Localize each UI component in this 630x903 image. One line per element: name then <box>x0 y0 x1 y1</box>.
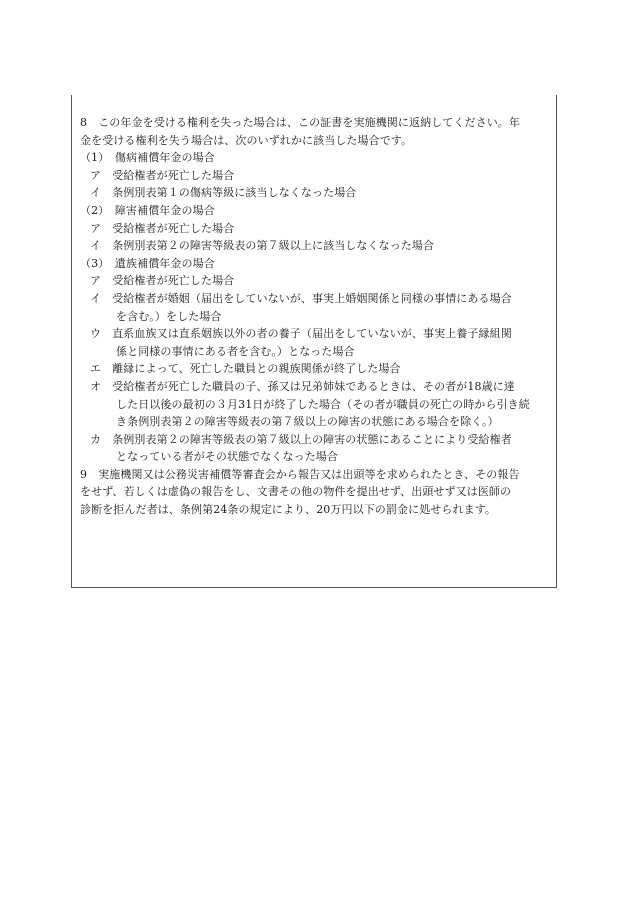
document-line: 8 この年金を受ける権利を失った場合は、この証書を実施機関に返納してください。年 <box>80 116 520 129</box>
document-line: ウ 直系血族又は直系姻族以外の者の養子（届出をしていないが、事実上養子縁組関 <box>90 327 512 341</box>
document-line: を含む。）をした場合 <box>116 309 222 323</box>
document-body <box>80 114 554 519</box>
document-line: ア 受給権者が死亡した場合 <box>90 168 235 182</box>
document-line: となっている者がその状態でなくなった場合 <box>116 450 338 464</box>
document-line: き条例別表第２の障害等級表の第７級以上の障害の状態にある場合を除く。） <box>116 415 499 429</box>
document-line: ア 受給権者が死亡した場合 <box>90 221 235 235</box>
document-line: （2） 障害補償年金の場合 <box>80 203 215 217</box>
document-line: イ 条例別表第１の傷病等級に該当しなくなった場合 <box>90 186 357 200</box>
document-line: （3） 遺族補償年金の場合 <box>80 256 215 270</box>
document-line: した日以後の最初の３月31日が終了した場合（その者が職員の死亡の時から引き続 <box>116 397 530 411</box>
document-line: オ 受給権者が死亡した職員の子、孫又は兄弟姉妹であるときは、その者が18歳に達 <box>90 379 515 393</box>
document-line: 9 実施機関又は公務災害補償等審査会から報告又は出頭等を求められたとき、その報告 <box>80 467 520 481</box>
document-line: カ 条例別表第２の障害等級表の第７級以上の障害の状態にあることにより受給権者 <box>90 432 512 446</box>
document-line: ア 受給権者が死亡した場合 <box>90 274 235 288</box>
document-line: をせず、若しくは虚偽の報告をし、文書その他の物件を提出せず、出頭せず又は医師の <box>80 485 512 499</box>
document-line: （1） 傷病補償年金の場合 <box>80 151 215 165</box>
document-line: 診断を拒んだ者は、条例第24条の規定により、20万円以下の罰金に処せられます。 <box>80 503 497 517</box>
document-line: イ 受給権者が婚姻（届出をしていないが、事実上婚姻関係と同様の事情にある場合 <box>90 291 512 305</box>
document-line: エ 離縁によって、死亡した職員との親族関係が終了した場合 <box>90 362 401 376</box>
document-line: イ 条例別表第２の障害等級表の第７級以上に該当しなくなった場合 <box>90 239 435 253</box>
document-line: 係と同様の事情にある者を含む。）となった場合 <box>116 344 355 358</box>
document-line: 金を受ける権利を失う場合は、次のいずれかに該当した場合です。 <box>80 133 413 147</box>
